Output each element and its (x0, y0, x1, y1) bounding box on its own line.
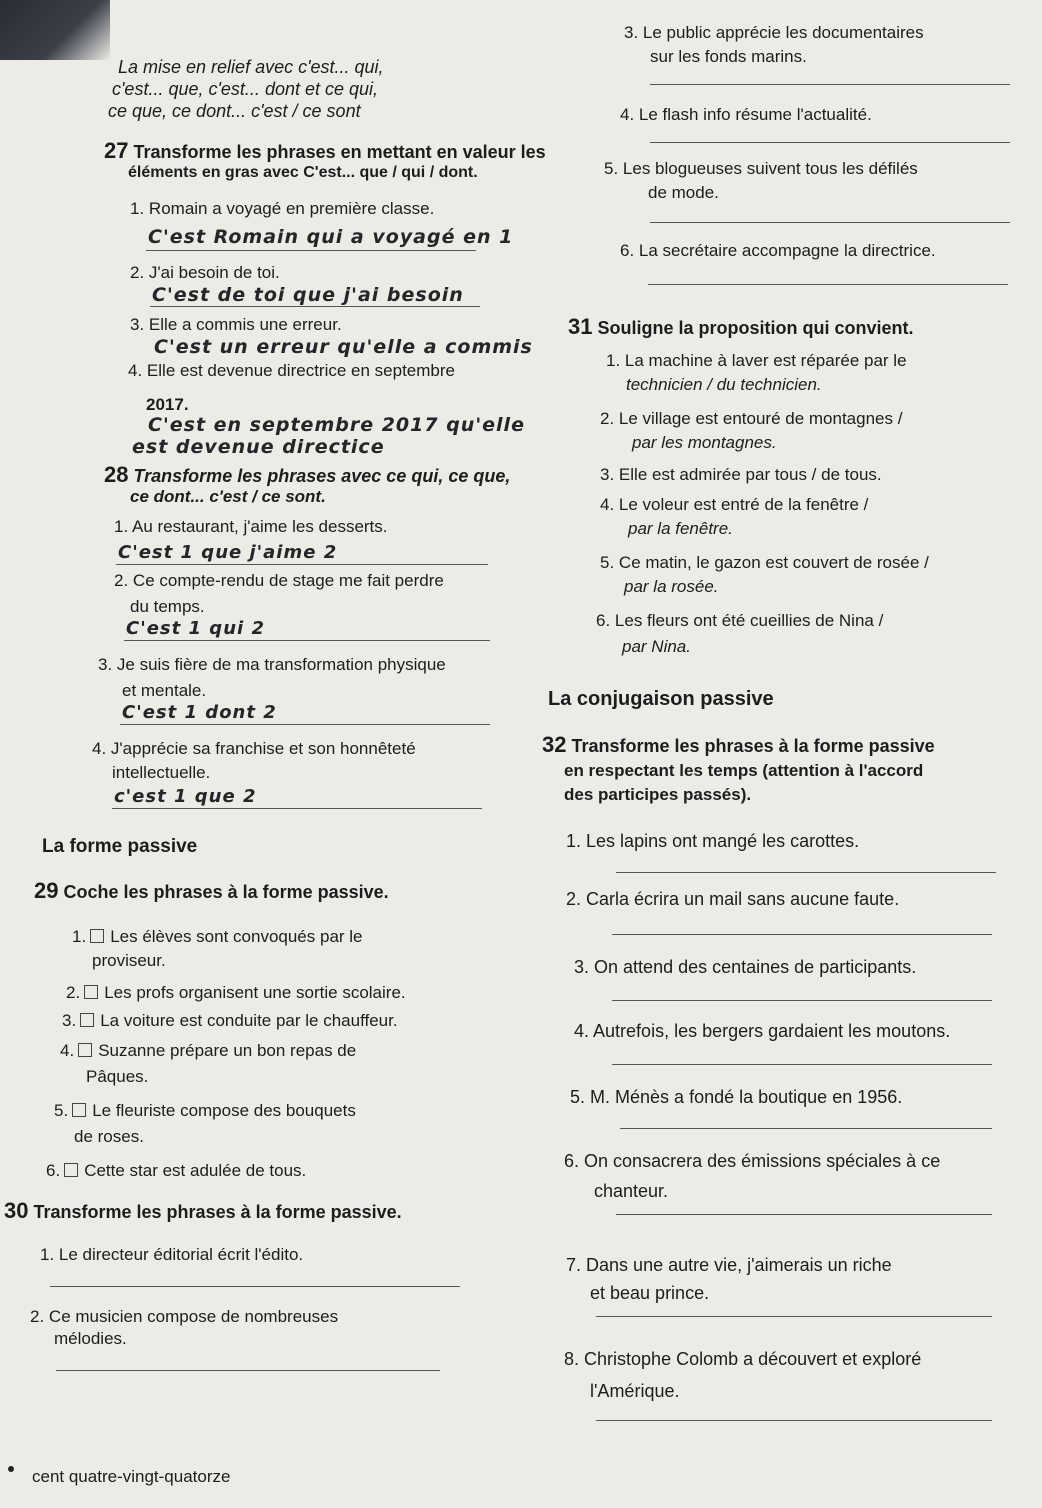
rule-line-1: La mise en relief avec c'est... qui, (118, 57, 384, 77)
ex28-item-2: 2. Ce compte-rendu de stage me fait perdre (114, 571, 444, 590)
ex29-item-4: 4. Suzanne prépare un bon repas de (60, 1041, 357, 1060)
ex29-heading (34, 880, 389, 903)
ex31-item-5: 5. Ce matin, le gazon est couvert de rosée / (600, 553, 929, 572)
ex28-answer-3[interactable]: C'est 1 dont 2 (122, 702, 277, 723)
page-number-text: cent quatre-vingt-quatorze (32, 1467, 231, 1486)
rt-item-5: 5. Les blogueuses suivent tous les défilés (604, 159, 918, 178)
rt-item-5-cont: de mode. (648, 183, 719, 202)
checkbox[interactable] (64, 1163, 78, 1177)
ex30-number: 30 (4, 1198, 29, 1223)
ex32-item-6-cont: chanteur. (594, 1181, 669, 1201)
ex31-heading (568, 316, 914, 339)
ex28-number: 28 (104, 462, 129, 487)
rt-item-6: 6. La secrétaire accompagne la directrice. (620, 241, 936, 260)
ex27-answer-4b[interactable]: est devenue directice (132, 436, 385, 458)
ex30-instr: Transforme les phrases à la forme passive. (33, 1202, 402, 1222)
answer-line (616, 872, 996, 873)
answer-line (650, 142, 1010, 143)
ex31-instr: Souligne la proposition qui convient. (597, 318, 914, 338)
ex28-item-3-cont: et mentale. (122, 681, 207, 700)
answer-line (596, 1316, 992, 1317)
ex28-item-2-cont: du temps. (130, 597, 205, 616)
ex32-item-7-cont: et beau prince. (590, 1283, 710, 1303)
checkbox[interactable] (80, 1013, 94, 1027)
ex27-instr2: éléments en gras avec C'est... que / qui / dont. (128, 164, 478, 181)
answer-line (612, 934, 992, 935)
rt-item-4: 4. Le flash info résume l'actualité. (620, 105, 872, 124)
ex28-answer-4[interactable]: c'est 1 que 2 (114, 786, 257, 807)
ex28-item-3: 3. Je suis fière de ma transformation physique (98, 655, 446, 674)
checkbox[interactable] (72, 1103, 86, 1117)
ex29-instr: Coche les phrases à la forme passive. (63, 882, 389, 902)
ex27-answer-3[interactable]: C'est un erreur qu'elle a commis (154, 336, 533, 358)
ex28-item-1: 1. Au restaurant, j'aime les desserts. (114, 517, 388, 536)
ex29-item-6: 6. Cette star est adulée de tous. (46, 1161, 307, 1180)
ex32-item-1: 1. Les lapins ont mangé les carottes. (566, 831, 860, 851)
ex27-answer-1[interactable]: C'est Romain qui a voyagé en 1 (148, 226, 514, 248)
ex28-instr1: Transforme les phrases avec ce qui, ce que, (133, 466, 511, 486)
answer-line (50, 1286, 460, 1287)
ex31-item-5-cont[interactable]: par la rosée. (624, 577, 719, 596)
ex28-item-4: 4. J'apprécie sa franchise et son honnêteté (92, 739, 416, 758)
answer-line (120, 724, 490, 725)
ex30-item-2-cont: mélodies. (54, 1329, 127, 1348)
rule-line-3: ce que, ce dont... c'est / ce sont (108, 101, 361, 121)
ex31-item-6-cont[interactable]: par Nina. (622, 637, 691, 656)
ex32-heading (542, 734, 935, 757)
answer-line (112, 808, 482, 809)
ex27-item-3: 3. Elle a commis une erreur. (130, 315, 342, 334)
answer-line (616, 1214, 992, 1215)
ex32-item-4: 4. Autrefois, les bergers gardaient les moutons. (574, 1021, 951, 1041)
ex32-instr3: des participes passés). (564, 785, 752, 804)
ex30-item-2: 2. Ce musicien compose de nombreuses (30, 1307, 339, 1326)
answer-line (124, 640, 490, 641)
answer-line (116, 564, 488, 565)
rule-line-2: c'est... que, c'est... dont et ce qui, (112, 79, 379, 99)
ex32-item-8: 8. Christophe Colomb a découvert et exploré (564, 1349, 922, 1369)
ex28-heading (104, 464, 510, 487)
answer-line (620, 1128, 992, 1129)
ex27-answer-2[interactable]: C'est de toi que j'ai besoin (152, 284, 464, 306)
rt-item-3: 3. Le public apprécie les documentaires (624, 23, 924, 42)
ex28-instr2: ce dont... c'est / ce sont. (130, 487, 326, 506)
ex31-item-2: 2. Le village est entouré de montagnes / (600, 409, 903, 428)
answer-line (596, 1420, 992, 1421)
answer-line (612, 1064, 992, 1065)
ex29-item-3: 3. La voiture est conduite par le chauffeur. (62, 1011, 398, 1030)
ex27-item-1: 1. Romain a voyagé en première classe. (130, 199, 435, 218)
ex32-item-7: 7. Dans une autre vie, j'aimerais un riche (566, 1255, 892, 1275)
ex30-item-1: 1. Le directeur éditorial écrit l'édito. (40, 1245, 304, 1264)
checkbox[interactable] (84, 985, 98, 999)
ex27-item-4-cont: 2017. (146, 395, 189, 414)
ex32-item-3: 3. On attend des centaines de participants. (574, 957, 917, 977)
ex31-item-1: 1. La machine à laver est réparée par le (606, 351, 907, 370)
answer-line (146, 250, 476, 251)
ex31-item-2-cont[interactable]: par les montagnes. (632, 433, 777, 452)
ex31-item-3[interactable]: 3. Elle est admirée par tous / de tous. (600, 465, 882, 484)
ex27-number: 27 (104, 138, 129, 163)
ex31-number: 31 (568, 314, 593, 339)
answer-line (150, 306, 480, 307)
ex28-answer-1[interactable]: C'est 1 que j'aime 2 (118, 542, 338, 563)
answer-line (648, 284, 1008, 285)
page-corner-shadow (0, 0, 110, 60)
section-title-passive: La forme passive (42, 836, 198, 857)
answer-line (650, 84, 1010, 85)
checkbox[interactable] (90, 929, 104, 943)
ex27-item-4: 4. Elle est devenue directrice en septembre (128, 361, 455, 380)
ex30-heading (4, 1200, 402, 1223)
ex27-heading (104, 140, 546, 163)
ex32-item-8-cont: l'Amérique. (590, 1381, 680, 1401)
ex29-item-5: 5. Le fleuriste compose des bouquets (54, 1101, 356, 1120)
ex29-item-4-cont: Pâques. (86, 1067, 149, 1086)
ex29-item-1: 1. Les élèves sont convoqués par le (72, 927, 363, 946)
answer-line (612, 1000, 992, 1001)
ex29-item-5-cont: de roses. (74, 1127, 144, 1146)
ex28-answer-2[interactable]: C'est 1 qui 2 (126, 618, 265, 639)
ex27-answer-4[interactable]: C'est en septembre 2017 qu'elle (148, 414, 525, 436)
footer-bullet (8, 1466, 14, 1472)
ex29-item-1-cont: proviseur. (92, 951, 166, 970)
ex32-item-5: 5. M. Ménès a fondé la boutique en 1956. (570, 1087, 903, 1107)
checkbox[interactable] (78, 1043, 92, 1057)
ex31-item-4-cont[interactable]: par la fenêtre. (628, 519, 733, 538)
ex32-instr1: Transforme les phrases à la forme passive (571, 736, 935, 756)
ex31-item-6: 6. Les fleurs ont été cueillies de Nina / (596, 611, 884, 630)
ex32-number: 32 (542, 732, 567, 757)
ex32-item-2: 2. Carla écrira un mail sans aucune faute. (566, 889, 900, 909)
ex27-item-2: 2. J'ai besoin de toi. (130, 263, 280, 282)
rt-item-3-cont: sur les fonds marins. (650, 47, 807, 66)
section-title-conjugation: La conjugaison passive (548, 688, 774, 710)
ex32-instr2: en respectant les temps (attention à l'accord (564, 761, 924, 780)
ex28-item-4-cont: intellectuelle. (112, 763, 211, 782)
answer-line (56, 1370, 440, 1371)
ex29-item-2: 2. Les profs organisent une sortie scolaire. (66, 983, 406, 1002)
ex31-item-4: 4. Le voleur est entré de la fenêtre / (600, 495, 869, 514)
ex29-number: 29 (34, 878, 59, 903)
ex32-item-6: 6. On consacrera des émissions spéciales à ce (564, 1151, 941, 1171)
ex31-item-1-cont[interactable]: technicien / du technicien. (626, 375, 822, 394)
answer-line (650, 222, 1010, 223)
ex27-instr1: Transforme les phrases en mettant en valeur les (133, 142, 546, 162)
